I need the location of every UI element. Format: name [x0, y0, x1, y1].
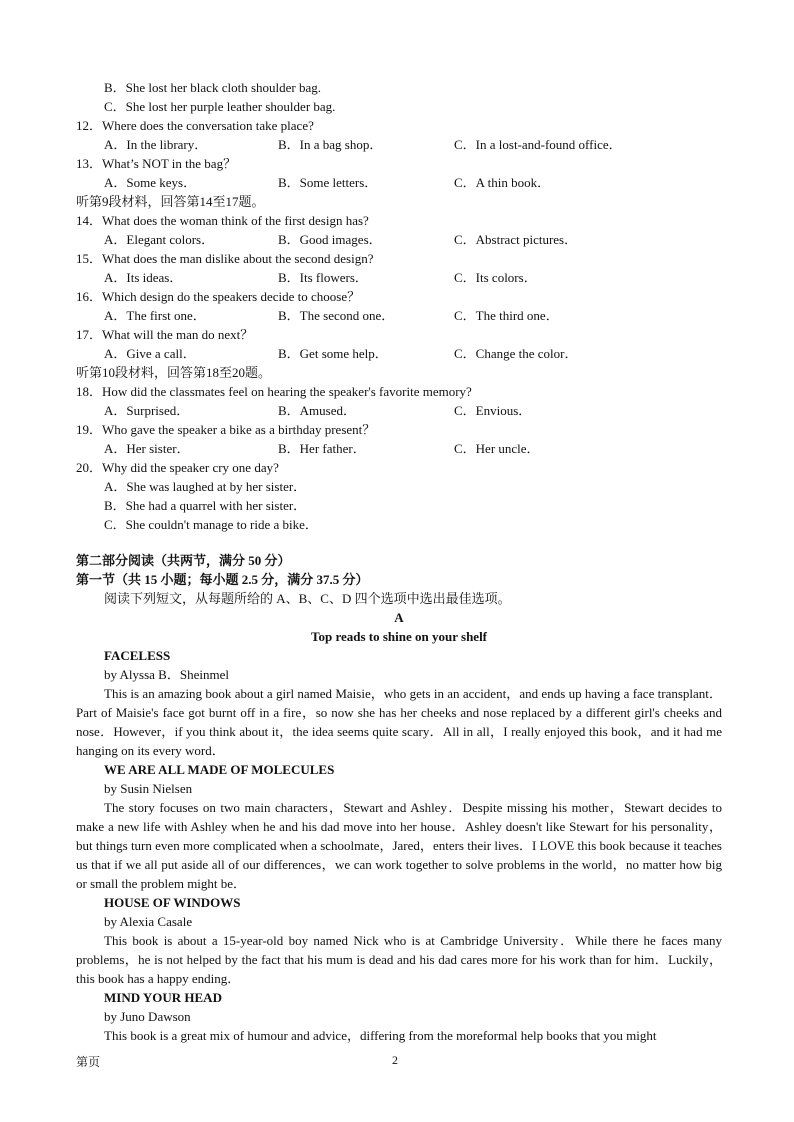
- q19-option-b: B．Her father．: [278, 441, 366, 456]
- book-author: by Juno Dawson: [104, 1009, 191, 1024]
- q12-option-a: A．In the library．: [104, 137, 208, 152]
- q13-options: [76, 173, 722, 192]
- q16-option-a: A．The first one．: [104, 308, 206, 323]
- q16-stem: 16．Which design do the speakers decide to choose？: [76, 289, 361, 304]
- q18-options: [76, 401, 722, 420]
- document-page: [76, 78, 722, 1045]
- book-author: by Alyssa B．Sheinmel: [104, 667, 229, 682]
- spacer: [76, 534, 722, 551]
- q12-option-b: B．In a bag shop．: [278, 137, 383, 152]
- q16-option-c: C．The third one．: [454, 308, 559, 323]
- q15-stem: 15．What does the man dislike about the second design?: [76, 251, 374, 266]
- part2-title: 第二部分阅读（共两节，满分 50 分）: [76, 553, 291, 568]
- q18-option-a: A．Surprised．: [104, 403, 190, 418]
- q20-option-a: A．She was laughed at by her sister．: [104, 479, 307, 494]
- q18-option-c: C．Envious．: [454, 403, 532, 418]
- q18-stem: 18．How did the classmates feel on hearing the speaker's favorite memory?: [76, 384, 472, 399]
- q17-option-c: C．Change the color．: [454, 346, 578, 361]
- q14-option-a: A．Elegant colors．: [104, 232, 215, 247]
- q13-option-a: A．Some keys．: [104, 175, 197, 190]
- part2-instruction: 阅读下列短文，从每题所给的 A、B、C、D 四个选项中选出最佳选项。: [104, 591, 511, 606]
- q11-option-c: C．She lost her purple leather shoulder bag.: [104, 99, 336, 114]
- q20-option-b: B．She had a quarrel with her sister．: [104, 498, 307, 513]
- section-10-heading: 听第10段材料，回答第18至20题。: [76, 365, 272, 380]
- q13-option-c: C．A thin book．: [454, 175, 551, 190]
- footer-page-label: 第页: [76, 1055, 101, 1069]
- book-review: This book is about a 15-year-old boy named Nick who is at Cambridge University．While there he faces many problems，he is not helped by the fact that his mum is dead and his dad cares more for his work than for him．Luckily，this book has a happy ending．: [76, 933, 722, 986]
- q14-options: [76, 230, 722, 249]
- q18-option-b: B．Amused．: [278, 403, 357, 418]
- q15-option-a: A．Its ideas．: [104, 270, 183, 285]
- book-title: WE ARE ALL MADE OF MOLECULES: [104, 762, 335, 777]
- q16-options: [76, 306, 722, 325]
- q17-options: [76, 344, 722, 363]
- q15-option-c: C．Its colors．: [454, 270, 537, 285]
- q14-option-b: B．Good images．: [278, 232, 382, 247]
- q14-option-c: C．Abstract pictures．: [454, 232, 578, 247]
- book-title: MIND YOUR HEAD: [104, 990, 222, 1005]
- q19-option-a: A．Her sister．: [104, 441, 190, 456]
- q19-options: [76, 439, 722, 458]
- q12-option-c: C．In a lost-and-found office．: [454, 137, 622, 152]
- q15-options: [76, 268, 722, 287]
- q17-option-b: B．Get some help．: [278, 346, 388, 361]
- q14-stem: 14．What does the woman think of the first design has?: [76, 213, 369, 228]
- book-review: The story focuses on two main characters，Stewart and Ashley．Despite missing his mother，Stewart decides to make a new life with Ashley when he and his dad move into her house．Ashley doesn't like Stewart for his personality，but things turn even more complicated when a schoolmate，Jared，enters their lives．I LOVE this book because it teaches us that if we all put aside all of our differences，we can work together to solve problems in the world，no matter how big or small the problem might be．: [76, 800, 722, 891]
- q13-option-b: B．Some letters．: [278, 175, 378, 190]
- footer-page-number: 2: [392, 1053, 398, 1067]
- section-9-heading: 听第9段材料，回答第14至17题。: [76, 194, 265, 209]
- q19-option-c: C．Her uncle．: [454, 441, 540, 456]
- q12-options: [76, 135, 722, 154]
- q13-stem: 13．What’s NOT in the bag？: [76, 156, 237, 171]
- book-author: by Alexia Casale: [104, 914, 193, 929]
- book-review: This book is a great mix of humour and advice，differing from the moreformal help books that you might: [104, 1028, 657, 1043]
- q16-option-b: B．The second one．: [278, 308, 395, 323]
- book-title: HOUSE OF WINDOWS: [104, 895, 241, 910]
- passage-title: Top reads to shine on your shelf: [310, 629, 488, 644]
- q15-option-b: B．Its flowers．: [278, 270, 368, 285]
- book-title: FACELESS: [104, 648, 171, 663]
- part2-section1-heading: 第一节（共 15 小题；每小题 2.5 分，满分 37.5 分）: [76, 572, 369, 587]
- q20-stem: 20．Why did the speaker cry one day?: [76, 460, 279, 475]
- q17-stem: 17．What will the man do next？: [76, 327, 254, 342]
- q11-option-b: B．She lost her black cloth shoulder bag.: [104, 80, 321, 95]
- q19-stem: 19．Who gave the speaker a bike as a birthday present？: [76, 422, 376, 437]
- q12-stem: 12．Where does the conversation take place?: [76, 118, 314, 133]
- passage-letter: A: [394, 610, 404, 625]
- q20-option-c: C．She couldn't manage to ride a bike．: [104, 517, 318, 532]
- q17-option-a: A．Give a call．: [104, 346, 196, 361]
- book-review: This is an amazing book about a girl named Maisie，who gets in an accident，and ends up having a face transplant．Part of Maisie's face got burnt off in a fire，so now she has her cheeks and nose replaced by a different girl's cheeks and nose．However，if you think about it，the idea seems quite scary．All in all，I really enjoyed this book，and it had me hanging on its every word．: [76, 686, 722, 758]
- book-author: by Susin Nielsen: [104, 781, 193, 796]
